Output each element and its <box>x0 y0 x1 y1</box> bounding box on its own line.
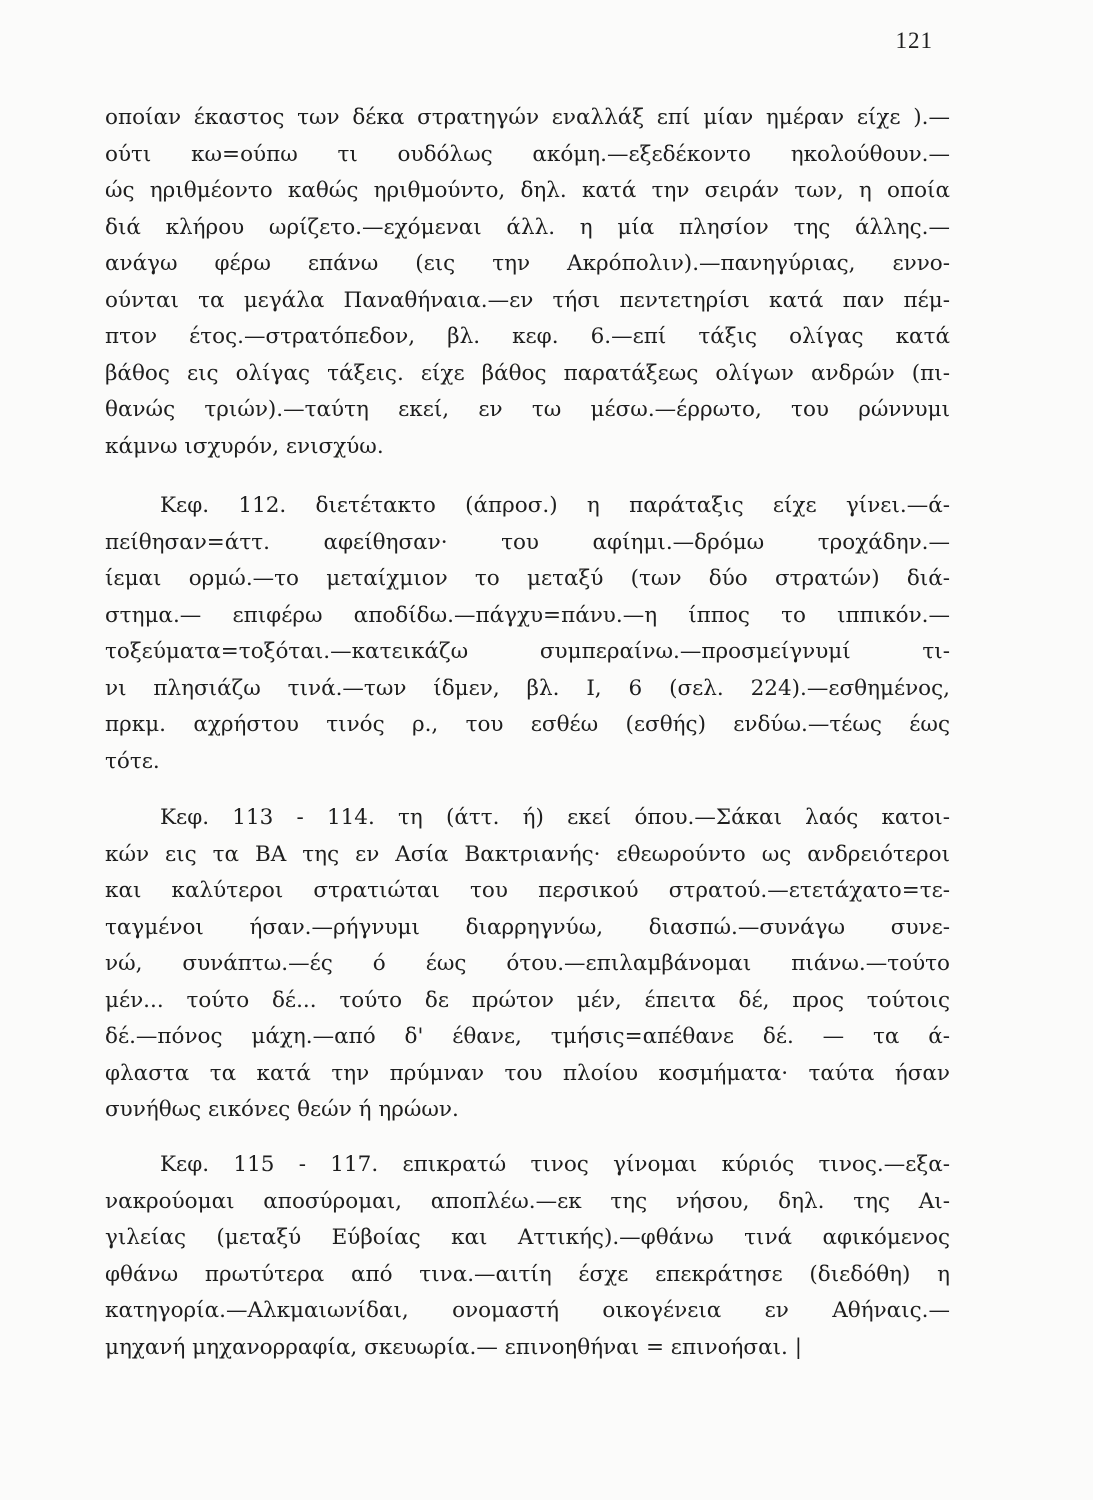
text-line: κάμνω ισχυρόν, ενισχύω. <box>105 433 384 459</box>
paragraph-2 <box>105 488 950 780</box>
text-line: θανώς τριών).—ταύτη εκεί, εν τω μέσω.—έρρωτο, του ρώννυμι <box>105 397 950 422</box>
paragraph-3 <box>105 800 950 1129</box>
text-line: νι πλησιάζω τινά.—των ίδμεν, βλ. I, 6 (σελ. 224).—εσθημένος, <box>105 675 950 701</box>
text-line: και καλύτεροι στρατιώται του περσικού στρατού.—ετετάχατο=τε- <box>105 878 950 903</box>
text-line: στημα.— επιφέρω αποδίδω.—πάγχυ=πάνυ.—η ίππος το ιππικόν.— <box>105 602 950 628</box>
paragraph-4 <box>105 1147 950 1366</box>
text-line: τότε. <box>105 748 160 774</box>
text-line: Κεφ. 115 - 117. επικρατώ τινος γίνομαι κύριός τινος.—εξα- <box>160 1152 950 1177</box>
text-line: νακρούομαι αποσύρομαι, αποπλέω.—εκ της νήσου, δηλ. της Αι- <box>105 1188 950 1214</box>
text-line: πτον έτος.—στρατόπεδον, βλ. κεφ. 6.—επί τάξις ολίγας κατά <box>105 324 950 349</box>
text-line: ούνται τα μεγάλα Παναθήναια.—εν τήσι πεντετηρίσι κατά παν πέμ- <box>105 287 950 313</box>
text-line: ταγμένοι ήσαν.—ρήγνυμι διαρρηγνύω, διασπώ.—συνάγω συνε- <box>105 914 950 940</box>
text-line: Κεφ. 113 - 114. τη (άττ. ή) εκεί όπου.—Σάκαι λαός κατοι- <box>160 805 950 830</box>
text-line: οποίαν έκαστος των δέκα στρατηγών εναλλάξ επί μίαν ημέραν είχε ).— <box>105 105 950 130</box>
text-line: διά κλήρου ωρίζετο.—εχόμεναι άλλ. η μία πλησίον της άλλης.— <box>105 214 950 240</box>
text-line: πρκμ. αχρήστου τινός ρ., του εσθέω (εσθής) ενδύω.—τέως έως <box>105 712 950 737</box>
text-line: δέ.—πόνος μάχη.—από δ' έθανε, τμήσις=απέθανε δέ. — τα ά- <box>105 1024 950 1049</box>
text-line: ανάγω φέρω επάνω (εις την Ακρόπολιν).—πανηγύριας, εννο- <box>105 251 950 276</box>
text-line: Κεφ. 112. διετέτακτο (άπροσ.) η παράταξις είχε γίνει.—ά- <box>160 493 950 518</box>
text-line: πείθησαν=άττ. αφείθησαν· του αφίημι.—δρόμω τροχάδην.— <box>105 529 950 555</box>
text-line: γιλείας (μεταξύ Εύβοίας και Αττικής).—φθάνω τινά αφικόμενος <box>105 1225 950 1250</box>
text-line: κών εις τα ΒΑ της εν Ασία Βακτριανής· εθεωρούντο ως ανδρειότεροι <box>105 841 950 867</box>
page-number: 121 <box>895 28 933 53</box>
text-line: συνήθως εικόνες θεών ή ηρώων. <box>105 1097 459 1122</box>
text-line: τοξεύματα=τοξόται.—κατεικάζω συμπεραίνω.—προσμείγνυμί τι- <box>105 639 950 664</box>
text-line: μέν... τούτο δέ... τούτο δε πρώτον μέν, έπειτα δέ, προς τούτοις <box>105 987 950 1013</box>
text-line: φλαστα τα κατά την πρύμναν του πλοίου κοσμήματα· ταύτα ήσαν <box>105 1060 950 1086</box>
text-line: νώ, συνάπτω.—ές ό έως ότου.—επιλαμβάνομαι πιάνω.—τούτο <box>105 951 950 976</box>
text-line: φθάνω πρωτύτερα από τινα.—αιτίη έσχε επεκράτησε (διεδόθη) η <box>105 1261 950 1287</box>
text-line: μηχανή μηχανορραφία, σκευωρία.— επινοηθήναι = επινοήσαι. | <box>105 1334 802 1360</box>
text-line: βάθος εις ολίγας τάξεις. είχε βάθος παρατάξεως ολίγων ανδρών (πι- <box>105 360 950 386</box>
paragraph-1 <box>105 100 950 465</box>
text-line: κατηγορία.—Αλκμαιωνίδαι, ονομαστή οικογένεια εν Αθήναις.— <box>105 1298 950 1323</box>
text-line: ώς ηριθμέοντο καθώς ηριθμούντο, δηλ. κατά την σειράν των, η οποία <box>105 178 950 203</box>
text-line: ούτι κω=ούπω τι ουδόλως ακόμη.—εξεδέκοντο ηκολούθουν.— <box>105 141 950 167</box>
text-line: ίεμαι ορμώ.—το μεταίχμιον το μεταξύ (των δύο στρατών) διά- <box>105 566 950 591</box>
